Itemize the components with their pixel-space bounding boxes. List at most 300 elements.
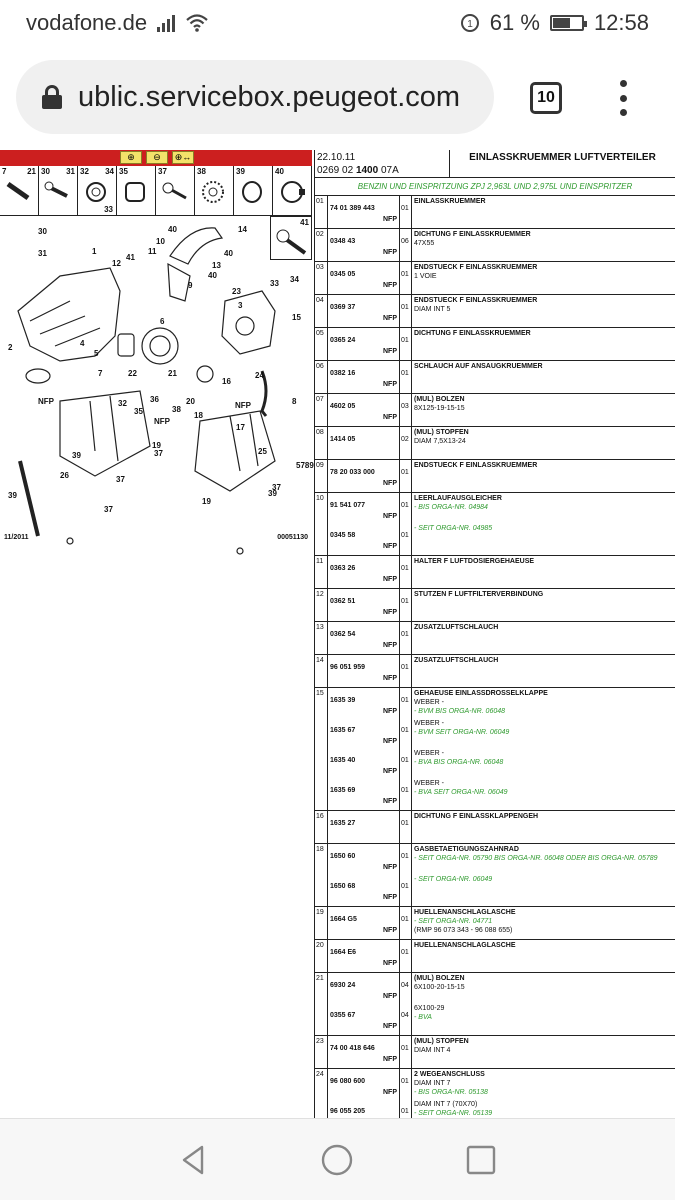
position-number: 24 bbox=[315, 1069, 328, 1131]
part-reference[interactable]: 96 080 600 bbox=[330, 1078, 366, 1085]
part-description: DICHTUNG F EINLASSKLAPPENGEH bbox=[414, 813, 539, 820]
description-column bbox=[412, 589, 675, 621]
part-quantity: 01 bbox=[401, 631, 409, 638]
diagram-callout[interactable]: 5 bbox=[94, 349, 99, 358]
part-reference[interactable]: 0345 05 bbox=[330, 271, 356, 278]
reference-column bbox=[328, 493, 400, 555]
signal-icon bbox=[157, 14, 175, 32]
reference-column bbox=[328, 196, 400, 228]
table-row[interactable] bbox=[315, 295, 675, 328]
position-number: 01 bbox=[315, 196, 328, 228]
position-number: 18 bbox=[315, 844, 328, 906]
diagram-callout[interactable]: 21 bbox=[168, 369, 177, 378]
part-description: (RMP 96 073 343 - 96 088 655) bbox=[414, 927, 513, 934]
diagram-callout[interactable]: 39 bbox=[72, 451, 81, 460]
part-description: - BVM BIS ORGA-NR. 06048 bbox=[414, 708, 506, 715]
clock: 12:58 bbox=[593, 10, 649, 35]
browser-toolbar bbox=[0, 46, 675, 146]
thumbnail-number: 38 bbox=[197, 167, 206, 176]
nfp-flag: NFP bbox=[383, 798, 397, 805]
part-description: DIAM INT 4 bbox=[414, 1047, 451, 1054]
table-row[interactable] bbox=[315, 229, 675, 262]
diagram-callout[interactable]: 18 bbox=[194, 411, 203, 420]
fastener-icon bbox=[123, 180, 151, 206]
position-number: 15 bbox=[315, 688, 328, 810]
part-reference[interactable]: 1635 40 bbox=[330, 757, 356, 764]
table-row[interactable] bbox=[315, 196, 675, 229]
part-reference[interactable]: 78 20 033 000 bbox=[330, 469, 375, 476]
part-reference[interactable]: 4602 05 bbox=[330, 403, 356, 410]
part-reference[interactable]: 91 541 077 bbox=[330, 502, 366, 509]
position-number: 14 bbox=[315, 655, 328, 687]
part-description: ENDSTUECK F EINLASSKRUEMMER bbox=[414, 264, 538, 271]
thumbnail-39[interactable] bbox=[234, 166, 273, 215]
reference-column bbox=[328, 328, 400, 360]
thumbnail-number: 39 bbox=[236, 167, 245, 176]
part-reference[interactable]: 96 055 205 bbox=[330, 1108, 366, 1115]
nfp-flag: NFP bbox=[383, 543, 397, 550]
home-icon[interactable] bbox=[320, 1143, 354, 1177]
part-reference[interactable]: 1635 27 bbox=[330, 820, 356, 827]
thumbnail-40[interactable] bbox=[273, 166, 312, 215]
part-reference[interactable]: 0382 16 bbox=[330, 370, 356, 377]
table-row[interactable] bbox=[315, 622, 675, 655]
part-description: HUELLENANSCHLAGLASCHE bbox=[414, 942, 516, 949]
nfp-flag: NFP bbox=[383, 927, 397, 934]
table-row[interactable] bbox=[315, 427, 675, 460]
part-description: HUELLENANSCHLAGLASCHE bbox=[414, 909, 516, 916]
position-number: 10 bbox=[315, 493, 328, 555]
fastener-thumbnails bbox=[0, 166, 312, 216]
thumbnail-37[interactable] bbox=[156, 166, 195, 215]
nfp-flag: NFP bbox=[383, 708, 397, 715]
nfp-flag: NFP bbox=[383, 1023, 397, 1030]
part-description: - BIS ORGA-NR. 04984 bbox=[414, 504, 488, 511]
thumbnail-35[interactable] bbox=[117, 166, 156, 215]
part-reference[interactable]: 0345 58 bbox=[330, 532, 356, 539]
part-quantity: 01 bbox=[401, 1078, 409, 1085]
part-description: - BIS ORGA-NR. 05138 bbox=[414, 1089, 488, 1096]
diagram-callout[interactable]: 12 bbox=[112, 259, 121, 268]
thumbnail-number: 30 bbox=[41, 167, 50, 176]
thumbnail-number: 35 bbox=[119, 167, 128, 176]
diagram-callout[interactable]: 23 bbox=[232, 287, 241, 296]
diagram-callout[interactable]: 39 bbox=[8, 491, 17, 500]
diagram-callout[interactable]: 39 bbox=[268, 489, 277, 498]
system-navigation-bar bbox=[0, 1118, 675, 1200]
quantity-column bbox=[400, 328, 412, 360]
table-row[interactable] bbox=[315, 811, 675, 844]
diagram-callout[interactable]: 19 bbox=[152, 441, 161, 450]
catalog-reference: 0269 02 1400 07A bbox=[317, 165, 399, 176]
part-description: - SEIT ORGA-NR. 05790 BIS ORGA-NR. 06048 ODER BIS ORGA-NR. 05789 bbox=[414, 855, 658, 862]
table-row[interactable] bbox=[315, 493, 675, 556]
reference-column bbox=[328, 844, 400, 906]
part-reference[interactable]: 0362 54 bbox=[330, 631, 356, 638]
diagram-callout[interactable]: 24 bbox=[255, 371, 264, 380]
diagram-callout[interactable]: 30 bbox=[38, 227, 47, 236]
description-column bbox=[412, 460, 675, 492]
part-reference[interactable]: 74 01 389 443 bbox=[330, 205, 375, 212]
part-reference[interactable]: 0369 37 bbox=[330, 304, 356, 311]
zoom-out-icon[interactable]: ⊖ bbox=[146, 151, 168, 164]
diagram-callout[interactable]: 14 bbox=[238, 225, 247, 234]
nfp-flag: NFP bbox=[383, 738, 397, 745]
description-column bbox=[412, 196, 675, 228]
diagram-callout[interactable]: 32 bbox=[118, 399, 127, 408]
part-description: ENDSTUECK F EINLASSKRUEMMER bbox=[414, 297, 538, 304]
fastener-icon bbox=[6, 180, 34, 206]
table-row[interactable] bbox=[315, 328, 675, 361]
reference-column bbox=[328, 262, 400, 294]
battery-icon bbox=[550, 15, 584, 31]
part-description: DICHTUNG F EINLASSKRUEMMER bbox=[414, 330, 531, 337]
diagram-callout[interactable]: 25 bbox=[258, 447, 267, 456]
part-description: DICHTUNG F EINLASSKRUEMMER bbox=[414, 231, 531, 238]
description-column bbox=[412, 295, 675, 327]
fastener-icon bbox=[45, 180, 73, 206]
diagram-callout[interactable]: 15 bbox=[292, 313, 301, 322]
diagram-callout[interactable]: 17 bbox=[236, 423, 245, 432]
table-row[interactable] bbox=[315, 973, 675, 1036]
diagram-callout[interactable]: NFP bbox=[154, 417, 170, 426]
position-number: 08 bbox=[315, 427, 328, 459]
table-row[interactable] bbox=[315, 907, 675, 940]
part-quantity: 01 bbox=[401, 337, 409, 344]
thumbnail-number: 37 bbox=[158, 167, 167, 176]
part-description: WEBER - bbox=[414, 699, 444, 706]
description-column bbox=[412, 1036, 675, 1068]
part-description: (MUL) STOPFEN bbox=[414, 1038, 469, 1045]
url-text[interactable]: ublic.servicebox.peugeot.com bbox=[78, 80, 461, 113]
back-icon[interactable] bbox=[176, 1143, 210, 1177]
reference-column bbox=[328, 295, 400, 327]
diagram-callout[interactable]: 2 bbox=[8, 343, 13, 352]
quantity-column bbox=[400, 844, 412, 906]
data-saver-icon bbox=[460, 13, 480, 33]
diagram-callout[interactable]: 40 bbox=[224, 249, 233, 258]
table-row[interactable] bbox=[315, 655, 675, 688]
nfp-flag: NFP bbox=[383, 1089, 397, 1096]
nfp-flag: NFP bbox=[383, 480, 397, 487]
reference-column bbox=[328, 688, 400, 810]
part-description: ZUSATZLUFTSCHLAUCH bbox=[414, 624, 499, 631]
diagram-toolbar bbox=[0, 150, 312, 166]
part-description: GEHAEUSE EINLASSDROSSELKLAPPE bbox=[414, 690, 548, 697]
position-number: 13 bbox=[315, 622, 328, 654]
part-description: 1 VOIE bbox=[414, 273, 437, 280]
part-quantity: 01 bbox=[401, 502, 409, 509]
fastener-icon bbox=[240, 180, 268, 206]
address-bar[interactable] bbox=[16, 60, 494, 134]
part-description: ZUSATZLUFTSCHLAUCH bbox=[414, 657, 499, 664]
quantity-column bbox=[400, 907, 412, 939]
diagram-callout[interactable]: 37 bbox=[272, 483, 281, 492]
diagram-callout[interactable]: 40 bbox=[208, 271, 217, 280]
part-reference[interactable]: 6930 24 bbox=[330, 982, 356, 989]
svg-text:1: 1 bbox=[467, 19, 473, 30]
part-quantity: 01 bbox=[401, 1045, 409, 1052]
position-number: 11 bbox=[315, 556, 328, 588]
diagram-callout[interactable]: 3 bbox=[238, 301, 243, 310]
description-column bbox=[412, 556, 675, 588]
part-quantity: 01 bbox=[401, 949, 409, 956]
part-reference[interactable]: 1635 39 bbox=[330, 697, 356, 704]
part-description: DIAM 7,5X13-24 bbox=[414, 438, 466, 445]
diagram-callout[interactable]: 19 bbox=[202, 497, 211, 506]
diagram-callout[interactable]: 31 bbox=[38, 249, 47, 258]
part-reference[interactable]: 0363 26 bbox=[330, 565, 356, 572]
part-reference[interactable]: 1635 69 bbox=[330, 787, 356, 794]
part-description: STUTZEN F LUFTFILTERVERBINDUNG bbox=[414, 591, 544, 598]
zoom-fit-icon[interactable]: ⊕↔ bbox=[172, 151, 194, 164]
part-description: (MUL) BOLZEN bbox=[414, 975, 465, 982]
quantity-column bbox=[400, 295, 412, 327]
table-row[interactable] bbox=[315, 844, 675, 907]
fastener-icon bbox=[201, 180, 229, 206]
part-quantity: 01 bbox=[401, 1108, 409, 1115]
diagram-callout[interactable]: 16 bbox=[222, 377, 231, 386]
table-row[interactable] bbox=[315, 940, 675, 973]
part-description: 6X100-29 bbox=[414, 1005, 445, 1012]
position-number: 05 bbox=[315, 328, 328, 360]
part-description: 8X125-19-15-15 bbox=[414, 405, 465, 412]
tab-switcher-button[interactable]: 10 bbox=[530, 82, 562, 114]
part-description: DIAM INT 7 (70X70) bbox=[414, 1101, 478, 1108]
menu-icon[interactable] bbox=[618, 80, 628, 116]
fastener-icon bbox=[279, 180, 307, 206]
description-column bbox=[412, 973, 675, 1035]
fastener-icon bbox=[162, 180, 190, 206]
part-reference[interactable]: 1650 68 bbox=[330, 883, 356, 890]
parts-list bbox=[314, 150, 675, 1118]
reference-column bbox=[328, 589, 400, 621]
diagram-callout[interactable]: NFP bbox=[38, 397, 54, 406]
diagram-callout[interactable]: 34 bbox=[290, 275, 299, 284]
diagram-callout[interactable]: 36 bbox=[150, 395, 159, 404]
nfp-flag: NFP bbox=[383, 315, 397, 322]
position-number: 03 bbox=[315, 262, 328, 294]
thumbnail-30[interactable] bbox=[39, 166, 78, 215]
part-reference[interactable]: 0362 51 bbox=[330, 598, 356, 605]
description-column bbox=[412, 907, 675, 939]
page-content bbox=[0, 148, 675, 1118]
nfp-flag: NFP bbox=[383, 414, 397, 421]
part-reference[interactable]: 0348 43 bbox=[330, 238, 356, 245]
part-reference[interactable]: 0365 24 bbox=[330, 337, 356, 344]
reference-column bbox=[328, 229, 400, 261]
position-number: 02 bbox=[315, 229, 328, 261]
reference-column bbox=[328, 361, 400, 393]
part-description: - SEIT ORGA-NR. 04771 bbox=[414, 918, 493, 925]
table-row[interactable] bbox=[315, 460, 675, 493]
part-description: - SEIT ORGA-NR. 05139 bbox=[414, 1110, 493, 1117]
nfp-flag: NFP bbox=[383, 642, 397, 649]
thumbnail-41[interactable]: 41 bbox=[270, 216, 312, 260]
part-reference[interactable]: 0355 67 bbox=[330, 1012, 356, 1019]
position-number: 23 bbox=[315, 1036, 328, 1068]
thumbnail-number: 7 bbox=[2, 167, 7, 176]
diagram-callout[interactable]: 37 bbox=[104, 505, 113, 514]
quantity-column bbox=[400, 460, 412, 492]
part-reference[interactable]: 1664 E6 bbox=[330, 949, 357, 956]
diagram-callout[interactable]: 4 bbox=[80, 339, 85, 348]
table-row[interactable] bbox=[315, 589, 675, 622]
quantity-column bbox=[400, 229, 412, 261]
part-description: - SEIT ORGA-NR. 04985 bbox=[414, 525, 493, 532]
recent-apps-icon[interactable] bbox=[464, 1143, 498, 1177]
part-description: DIAM INT 5 bbox=[414, 306, 451, 313]
part-quantity: 04 bbox=[401, 1012, 409, 1019]
part-reference[interactable]: 96 051 959 bbox=[330, 664, 366, 671]
position-number: 16 bbox=[315, 811, 328, 843]
diagram-callout[interactable]: 22 bbox=[128, 369, 137, 378]
diagram-callout[interactable]: 8 bbox=[292, 397, 297, 406]
reference-column bbox=[328, 460, 400, 492]
part-quantity: 01 bbox=[401, 271, 409, 278]
part-quantity: 01 bbox=[401, 853, 409, 860]
description-column bbox=[412, 328, 675, 360]
thumbnail-number: 33 bbox=[104, 205, 113, 214]
table-row[interactable] bbox=[315, 361, 675, 394]
diagram-callout[interactable]: 1 bbox=[92, 247, 97, 256]
diagram-callout[interactable]: 41 bbox=[126, 253, 135, 262]
diagram-callout[interactable]: 9 bbox=[188, 281, 193, 290]
part-description: - BVA BIS ORGA-NR. 06048 bbox=[414, 759, 504, 766]
position-number: 09 bbox=[315, 460, 328, 492]
diagram-callout[interactable]: 40 bbox=[168, 225, 177, 234]
diagram-callout[interactable]: 10 bbox=[156, 237, 165, 246]
part-quantity: 01 bbox=[401, 757, 409, 764]
diagram-callout[interactable]: 11 bbox=[148, 247, 157, 256]
thumbnail-7[interactable] bbox=[0, 166, 39, 215]
diagram-code: 00051130 bbox=[277, 534, 308, 541]
quantity-column bbox=[400, 361, 412, 393]
part-quantity: 01 bbox=[401, 598, 409, 605]
quantity-column bbox=[400, 940, 412, 972]
table-row[interactable] bbox=[315, 1036, 675, 1069]
diagram-callout[interactable]: 37 bbox=[116, 475, 125, 484]
catalog-date: 22.10.11 bbox=[317, 152, 356, 163]
quantity-column bbox=[400, 973, 412, 1035]
nfp-flag: NFP bbox=[383, 894, 397, 901]
part-reference[interactable]: 1650 60 bbox=[330, 853, 356, 860]
position-number: 06 bbox=[315, 361, 328, 393]
thumbnail-number: 32 bbox=[80, 167, 89, 176]
part-quantity: 06 bbox=[401, 238, 409, 245]
quantity-column bbox=[400, 262, 412, 294]
position-number: 12 bbox=[315, 589, 328, 621]
parts-table-body bbox=[315, 196, 675, 1165]
diagram-callout[interactable]: 7 bbox=[98, 369, 103, 378]
exploded-view-drawing bbox=[0, 216, 312, 696]
part-reference[interactable]: 1414 05 bbox=[330, 436, 356, 443]
description-column bbox=[412, 622, 675, 654]
engine-description: BENZIN UND EINSPRITZUNG ZPJ 2,963L UND 2,975L UND EINSPRITZER bbox=[315, 178, 675, 196]
lock-icon bbox=[42, 85, 62, 109]
thumbnail-number: 40 bbox=[275, 167, 284, 176]
thumbnail-number: 34 bbox=[105, 167, 114, 176]
part-description: (MUL) BOLZEN bbox=[414, 396, 465, 403]
carrier-label: vodafone.de bbox=[26, 10, 148, 35]
diagram-callout[interactable]: 13 bbox=[212, 261, 221, 270]
part-description: - BVA SEIT ORGA-NR. 06049 bbox=[414, 789, 508, 796]
description-column bbox=[412, 655, 675, 687]
part-description: SCHLAUCH AUF ANSAUGKRUEMMER bbox=[414, 363, 543, 370]
diagram-callout[interactable]: NFP bbox=[235, 401, 251, 410]
part-reference[interactable]: 74 00 418 646 bbox=[330, 1045, 375, 1052]
description-column bbox=[412, 811, 675, 843]
reference-column bbox=[328, 622, 400, 654]
nfp-flag: NFP bbox=[383, 960, 397, 967]
part-quantity: 01 bbox=[401, 664, 409, 671]
quantity-column bbox=[400, 589, 412, 621]
part-reference[interactable]: 1664 G5 bbox=[330, 916, 357, 923]
part-description: GASBETAETIGUNGSZAHNRAD bbox=[414, 846, 519, 853]
fastener-icon bbox=[84, 180, 112, 206]
part-description: ENDSTUECK F EINLASSKRUEMMER bbox=[414, 462, 538, 469]
diagram-callout[interactable]: 5789 bbox=[296, 461, 314, 470]
diagram-callout[interactable]: 33 bbox=[270, 279, 279, 288]
zoom-in-icon[interactable]: ⊕ bbox=[120, 151, 142, 164]
part-description: LEERLAUFAUSGLEICHER bbox=[414, 495, 502, 502]
position-number: 21 bbox=[315, 973, 328, 1035]
thumbnail-32[interactable] bbox=[78, 166, 117, 215]
part-reference[interactable]: 1635 67 bbox=[330, 727, 356, 734]
nfp-flag: NFP bbox=[383, 348, 397, 355]
position-number: 04 bbox=[315, 295, 328, 327]
quantity-column bbox=[400, 493, 412, 555]
page-title: EINLASSKRUEMMER LUFTVERTEILER bbox=[469, 152, 656, 163]
diagram-callout[interactable]: 37 bbox=[154, 449, 163, 458]
diagram-callout[interactable]: 35 bbox=[134, 407, 143, 416]
reference-column bbox=[328, 811, 400, 843]
part-quantity: 03 bbox=[401, 403, 409, 410]
wifi-icon bbox=[185, 13, 209, 33]
table-row[interactable] bbox=[315, 394, 675, 427]
diagram-callout[interactable]: 20 bbox=[186, 397, 195, 406]
table-row[interactable] bbox=[315, 262, 675, 295]
part-description: WEBER - bbox=[414, 720, 444, 727]
table-row[interactable] bbox=[315, 688, 675, 811]
nfp-flag: NFP bbox=[383, 993, 397, 1000]
thumbnail-38[interactable] bbox=[195, 166, 234, 215]
part-quantity: 01 bbox=[401, 727, 409, 734]
quantity-column bbox=[400, 655, 412, 687]
diagram-callout[interactable]: 38 bbox=[172, 405, 181, 414]
diagram-callout[interactable]: 26 bbox=[60, 471, 69, 480]
part-description: EINLASSKRUEMMER bbox=[414, 198, 486, 205]
part-quantity: 01 bbox=[401, 565, 409, 572]
nfp-flag: NFP bbox=[383, 249, 397, 256]
diagram-callout[interactable]: 6 bbox=[160, 317, 165, 326]
description-column bbox=[412, 493, 675, 555]
table-row[interactable] bbox=[315, 556, 675, 589]
parts-diagram bbox=[0, 150, 312, 696]
reference-column bbox=[328, 394, 400, 426]
nfp-flag: NFP bbox=[383, 864, 397, 871]
part-description: WEBER - bbox=[414, 780, 444, 787]
part-description: DIAM INT 7 bbox=[414, 1080, 451, 1087]
nfp-flag: NFP bbox=[383, 609, 397, 616]
reference-column bbox=[328, 655, 400, 687]
part-description: WEBER - bbox=[414, 750, 444, 757]
part-description: 6X100-20-15-15 bbox=[414, 984, 465, 991]
quantity-column bbox=[400, 556, 412, 588]
nfp-flag: NFP bbox=[383, 1056, 397, 1063]
part-quantity: 01 bbox=[401, 883, 409, 890]
part-quantity: 01 bbox=[401, 916, 409, 923]
